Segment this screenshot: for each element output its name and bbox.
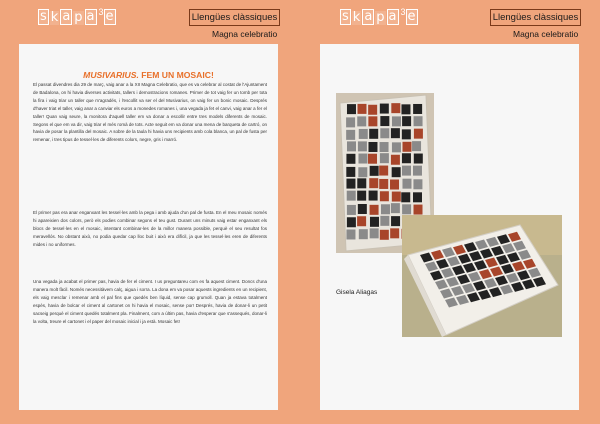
mosaic-tile — [368, 105, 377, 115]
mosaic-tile — [402, 142, 411, 152]
mosaic-tile — [357, 191, 366, 201]
mosaic-tile — [346, 167, 355, 177]
mosaic-tile — [358, 204, 367, 214]
mosaic-tile — [380, 104, 389, 114]
mosaic-tile — [414, 129, 423, 139]
mosaic-tile — [390, 180, 399, 190]
mosaic-tile — [347, 205, 356, 215]
section-subheader: Magna celebratio — [513, 29, 579, 39]
section-header-box: Llengües clàssiques — [490, 9, 581, 26]
photo-caption: Gisela Aliagas — [336, 289, 378, 296]
logo-letter: p — [376, 10, 385, 25]
mosaic-tile — [402, 116, 411, 126]
mosaic-tile — [369, 191, 378, 201]
mosaic-tile — [358, 154, 367, 164]
mosaic-tile — [347, 141, 356, 151]
mosaic-tile — [370, 205, 379, 215]
mosaic-tile — [413, 104, 422, 114]
mosaic-tile — [380, 216, 389, 226]
mosaic-tile — [402, 153, 411, 163]
mosaic-tile — [379, 179, 388, 189]
mosaic-tile — [358, 167, 367, 177]
logo-letter: a — [364, 9, 373, 24]
right-page — [320, 44, 579, 410]
logo-letter: e — [105, 9, 114, 24]
logo-letter: e — [407, 9, 416, 24]
mosaic-photo-bottom — [402, 215, 562, 337]
mosaic-tile — [414, 154, 423, 164]
mosaic-tile — [357, 216, 366, 226]
mosaic-tile — [402, 129, 411, 139]
section-subheader: Magna celebratio — [212, 29, 278, 39]
mosaic-tile — [391, 216, 400, 226]
logo-letter: k — [50, 10, 59, 25]
mosaic-tile — [413, 192, 422, 202]
mosaic-tile — [391, 103, 400, 113]
mosaic-tile — [401, 104, 410, 114]
mosaic-tile — [413, 179, 422, 189]
mosaic-tile — [368, 142, 377, 152]
mosaic-tile — [358, 141, 367, 151]
mosaic-tile — [346, 154, 355, 164]
mosaic-tile — [370, 166, 379, 176]
mosaic-tile — [357, 104, 366, 114]
mosaic-tile — [391, 155, 400, 165]
article-title-italic: MUSIVARIUS. — [83, 70, 139, 80]
mosaic-tile — [346, 117, 355, 127]
skapate-logo-right — [340, 9, 419, 25]
mosaic-tile — [347, 191, 356, 201]
mosaic-tile — [402, 204, 411, 214]
mosaic-tile — [346, 179, 355, 189]
logo-letter: a — [62, 9, 71, 24]
mosaic-tile — [401, 192, 410, 202]
logo-letter: a — [388, 9, 397, 24]
mosaic-tile — [368, 116, 377, 126]
mosaic-tile — [346, 130, 355, 140]
section-header-box: Llengües clàssiques — [189, 9, 280, 26]
mosaic-tile — [390, 228, 399, 238]
logo-letter: p — [74, 10, 83, 25]
mosaic-tile — [370, 228, 379, 238]
mosaic-tile — [392, 142, 401, 152]
mosaic-tile — [359, 129, 368, 139]
mosaic-tile — [413, 166, 422, 176]
logo-letter: s — [342, 9, 349, 24]
mosaic-tile — [414, 205, 423, 215]
mosaic-tile — [347, 104, 356, 114]
logo-letter: s — [40, 9, 47, 24]
mosaic-tile — [346, 229, 355, 239]
mosaic-tile — [380, 128, 389, 138]
mosaic-tile — [414, 116, 423, 126]
mosaic-tile — [380, 116, 389, 126]
mosaic-tile — [369, 129, 378, 139]
mosaic-tile — [380, 191, 389, 201]
mosaic-tile — [381, 204, 390, 214]
mosaic-photo-bottom-image — [402, 215, 562, 337]
mosaic-tile — [357, 116, 366, 126]
mosaic-tile — [368, 154, 377, 164]
mosaic-tile — [380, 230, 389, 240]
mosaic-tile — [412, 141, 421, 151]
mosaic-tile — [380, 142, 389, 152]
mosaic-tile — [392, 167, 401, 177]
logo-superscript: 3 — [400, 7, 406, 17]
mosaic-tile — [379, 166, 388, 176]
article-title-rest: FEM UN MOSAIC! — [138, 70, 214, 80]
mosaic-tile — [391, 203, 400, 213]
skapate-logo-left — [38, 9, 117, 25]
article-paragraph-3: Una vegada ja acabat el primer pas, havia de fer el ciment. I us preguntareu com es fa aquest ciment. Doncs d'una manera molt fàcil. Només necessitàvem calç, aigua i sorra. La dona em va posar aquests ingredients en un recipient, els vaig mesclar i remenar amb el pal fins que quedés ben líquid, sense cap grumoll. Quan ja estava totalment espès, havia de bolcar el ciment al cartonet on hi havia el mosaic, sense por! Després, havia de donar-li un petit sacseig perquè el ciment quedés totalment pla. Finalment, com a últim pas, havia d'esperar que s'assequés, donar-li la volta, treure el cartonet i el paper del mosaic inicial i ja està. Mosaic fet! — [33, 279, 267, 324]
logo-letter: a — [86, 9, 95, 24]
logo-superscript: 3 — [98, 7, 104, 17]
mosaic-tile — [391, 128, 400, 138]
mosaic-tile — [380, 153, 389, 163]
mosaic-tile — [402, 166, 411, 176]
mosaic-tile — [392, 116, 401, 126]
article-paragraph-2: El primer pas era anar enganxant les tessel·les amb la pega i amb ajuda d'un pal de fusta. En el meu mosaic només hi apareixien dos colors, però els podies combinar segons el teu gust. Durant uns minuts vaig estar enganxant els blocs de tessel·les en el mosaic, intentant combinar-les de la millor manera possible, perquè el seu resultat fos meravellós. No obstant això, no podia quedar cap lloc buit i això era difícil, ja que les tessel·les eren de diferents mides i no uniformes. — [33, 210, 267, 247]
mosaic-tile — [347, 217, 356, 227]
article-title — [19, 70, 278, 80]
mosaic-tile — [370, 217, 379, 227]
mosaic-tile — [369, 178, 378, 188]
mosaic-tile — [392, 192, 401, 202]
mosaic-tile — [359, 229, 368, 239]
mosaic-tile — [357, 178, 366, 188]
left-page — [19, 44, 278, 410]
mosaic-tile — [402, 179, 411, 189]
logo-letter: k — [352, 10, 361, 25]
article-paragraph-1: El passat divendres dia 29 de març, vaig anar a la XII Magna Celebratio, que es va celebrar al costat de l'Ajuntament de Badalona, on hi havia diverses activitats, tallers i demostracions romanes. Primer de tot vaig fer un tomb per tota la fira i vaig triar un taller que m'agradés, i l'escollit va ser el del Musivarius, on vaig fer un bonic mosaic. Després d'haver triat el taller, vaig anar a canviar els euros a monedes romanes i, una vegada ja fet el canvi, vaig anar a fer el taller! Quan vaig seure, la monitora d'aquell taller em va donar a escollir entre tres models diferents de mosaic. Segons el que em va dir, vaig triar el més romà de tots. Acte seguit em va donar una mena de barqueta de cartró, on havia de posar la plantilla del mosaic. A sobre de la taula hi havia uns recipients amb cola blanca, un pal de fusta per remenar, i tres tipus de tessel·les de diferents colors, negre, gris i marró. — [33, 82, 267, 143]
